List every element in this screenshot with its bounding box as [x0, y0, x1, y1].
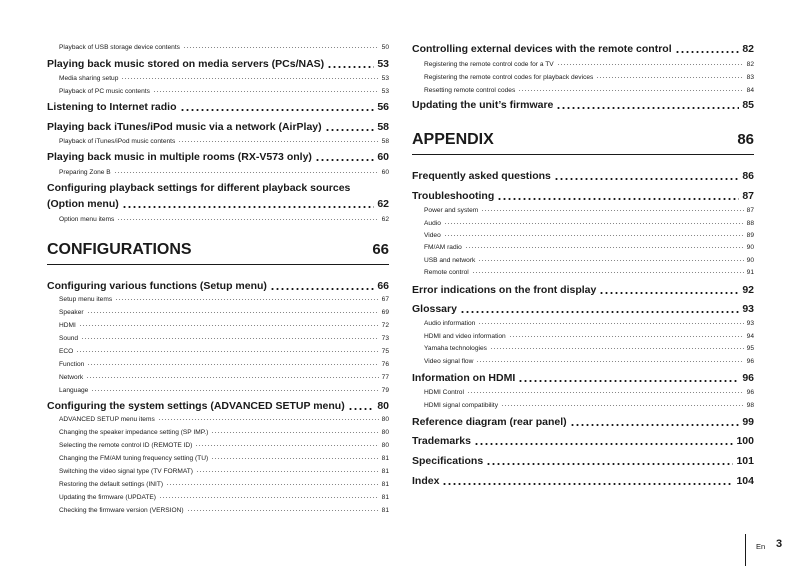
dot-leader: [518, 90, 743, 91]
dot-leader: [180, 109, 375, 111]
dot-leader: [196, 471, 379, 472]
toc-page-number: 66: [377, 280, 389, 292]
toc-page-number: 82: [742, 43, 754, 55]
toc-subentry-label: Yamaha technologies: [424, 345, 487, 352]
toc-subentry-label: HDMI Control: [424, 389, 464, 396]
toc-subentry-label: Checking the firmware version (VERSION): [59, 507, 184, 514]
toc-subentry-label: Option menu items: [59, 216, 115, 223]
toc-page-number: 83: [746, 74, 754, 81]
dot-leader: [114, 172, 379, 173]
toc-subentry-sound[interactable]: [47, 335, 389, 342]
toc-heading-updating-the-unit-s-firmware[interactable]: [412, 99, 754, 111]
toc-subentry-audio-information[interactable]: [412, 320, 754, 327]
toc-page-number: 95: [746, 345, 754, 352]
toc-page-number: 72: [381, 322, 389, 329]
toc-subentry-remote-control[interactable]: [412, 269, 754, 276]
toc-subentry-label: ADVANCED SETUP menu items: [59, 416, 155, 423]
toc-page-number: 81: [381, 507, 389, 514]
toc-heading-index[interactable]: [412, 475, 754, 487]
toc-subentry-label: HDMI: [59, 322, 76, 329]
dot-leader: [153, 91, 379, 92]
toc-page-number: 81: [381, 481, 389, 488]
section-title: CONFIGURATIONS: [47, 241, 192, 258]
toc-subentry-usb-and-network[interactable]: [412, 257, 754, 264]
toc-subentry-label: Function: [59, 361, 85, 368]
toc-subentry-playback-of-usb-storage-device-contents[interactable]: [47, 44, 389, 51]
toc-subentry-yamaha-technologies[interactable]: [412, 345, 754, 352]
toc-subentry-label: Media sharing setup: [59, 75, 119, 82]
toc-subentry-label: Network: [59, 374, 84, 381]
dot-leader: [556, 107, 739, 109]
toc-page-number: 93: [746, 320, 754, 327]
toc-page-number: 67: [381, 296, 389, 303]
dot-leader: [465, 247, 744, 248]
dot-leader: [81, 338, 379, 339]
toc-subentry-label: Restoring the default settings (INIT): [59, 481, 164, 488]
toc-page-number: 80: [381, 429, 389, 436]
dot-leader: [270, 288, 374, 290]
toc-subentry-language[interactable]: [47, 387, 389, 394]
toc-heading-label: Frequently asked questions: [412, 170, 551, 182]
toc-heading-option-menu[interactable]: [47, 182, 389, 210]
toc-subentry-advanced-setup-menu-items[interactable]: [47, 416, 389, 423]
toc-page-number: 90: [746, 257, 754, 264]
toc-heading-frequently-asked-questions[interactable]: [412, 170, 754, 182]
toc-subentry-resetting-remote-control-codes[interactable]: [412, 87, 754, 94]
toc-page-number: 85: [742, 99, 754, 111]
section-heading-configurations[interactable]: [47, 241, 389, 265]
toc-page-number: 81: [381, 468, 389, 475]
toc-heading-controlling-external-devices-with-the-remote-control[interactable]: [412, 43, 754, 55]
dot-leader: [79, 325, 379, 326]
toc-heading-label: Index: [412, 475, 440, 487]
toc-subentry-label: FM/AM radio: [424, 244, 462, 251]
toc-subentry-video[interactable]: [412, 232, 754, 239]
footer-divider: [745, 534, 746, 566]
toc-subentry-label: Selecting the remote control ID (REMOTE ID): [59, 442, 193, 449]
toc-subentry-restoring-the-default-settings-init[interactable]: [47, 481, 389, 488]
dot-leader: [348, 408, 375, 410]
toc-subentry-label: Playback of PC music contents: [59, 88, 150, 95]
toc-heading-label: Controlling external devices with the remote control: [412, 43, 672, 55]
toc-heading-label: Information on HDMI: [412, 372, 516, 384]
toc-subentry-label: Video: [424, 232, 441, 239]
toc-page-number: 75: [381, 348, 389, 355]
toc-page-number: 82: [746, 61, 754, 68]
dot-leader: [178, 141, 378, 142]
toc-page-number: 73: [381, 335, 389, 342]
toc-subentry-registering-the-remote-control-code-for-a-tv[interactable]: [412, 61, 754, 68]
dot-leader: [478, 260, 743, 261]
toc-heading-label: Trademarks: [412, 435, 471, 447]
toc-subentry-label: Power and system: [424, 207, 479, 214]
toc-page-number: 96: [746, 389, 754, 396]
toc-heading-listening-to-internet-radio[interactable]: [47, 101, 389, 113]
toc-heading-troubleshooting[interactable]: [412, 190, 754, 202]
toc-page-number: 100: [736, 435, 754, 447]
toc-page-number: 50: [381, 44, 389, 51]
dot-leader: [675, 51, 740, 53]
toc-page-number: 91: [746, 269, 754, 276]
dot-leader: [327, 66, 374, 68]
toc-page-number: 87: [742, 190, 754, 202]
toc-subentry-label: Audio information: [424, 320, 476, 327]
toc-heading-label: Glossary: [412, 303, 457, 315]
toc-subentry-label: Registering the remote control codes for playback devices: [424, 74, 594, 81]
toc-subentry-label: Switching the video signal type (TV FORMAT): [59, 468, 193, 475]
toc-subentry-playback-of-itunes-ipod-music-contents[interactable]: [47, 138, 389, 145]
dot-leader: [467, 392, 744, 393]
dot-leader: [166, 484, 379, 485]
toc-page-number: 81: [381, 455, 389, 462]
toc-subentry-registering-the-remote-control-codes-for-playback-devices[interactable]: [412, 74, 754, 81]
footer-page-number: 3: [776, 538, 783, 550]
toc-heading-label: Updating the unit’s firmware: [412, 99, 554, 111]
toc-heading-label: Configuring the system settings (ADVANCED SETUP menu): [47, 400, 345, 412]
toc-subentry-label: ECO: [59, 348, 74, 355]
toc-subentry-speaker[interactable]: [47, 309, 389, 316]
toc-subentry-audio[interactable]: [412, 220, 754, 227]
dot-leader: [460, 311, 739, 313]
toc-page-number: 90: [746, 244, 754, 251]
toc-subentry-label: Video signal flow: [424, 358, 474, 365]
dot-leader: [444, 223, 744, 224]
toc-subentry-updating-the-firmware-update[interactable]: [47, 494, 389, 501]
dot-leader: [478, 323, 743, 324]
dot-leader: [187, 510, 379, 511]
toc-subentry-option-menu-items[interactable]: [47, 216, 389, 223]
section-page-number: 66: [372, 241, 389, 258]
dot-leader: [476, 361, 743, 362]
dot-leader: [442, 483, 733, 485]
toc-subentry-switching-the-video-signal-type-tv-format[interactable]: [47, 468, 389, 475]
dot-leader: [211, 432, 378, 433]
toc-page-number: 99: [742, 416, 754, 428]
toc-subentry-changing-the-fm-am-tuning-frequency-setting-tu[interactable]: [47, 455, 389, 462]
toc-heading-trademarks[interactable]: [412, 435, 754, 447]
toc-page-number: 93: [742, 303, 754, 315]
toc-heading-reference-diagram-rear-panel[interactable]: [412, 416, 754, 428]
dot-leader: [86, 377, 378, 378]
dot-leader: [490, 348, 744, 349]
toc-page-number: 60: [381, 169, 389, 176]
toc-heading-playing-back-music-stored-on-media-servers-pcs-nas[interactable]: [47, 58, 389, 70]
toc-page-number: 69: [381, 309, 389, 316]
toc-page-number: 96: [746, 358, 754, 365]
dot-leader: [501, 405, 744, 406]
toc-page-number: 86: [742, 170, 754, 182]
toc-heading-label: Playing back music in multiple rooms (RX-V573 only): [47, 151, 312, 163]
toc-page-number: 77: [381, 374, 389, 381]
dot-leader: [183, 47, 379, 48]
toc-subentry-label: Preparing Zone B: [59, 169, 111, 176]
toc-heading-label: Troubleshooting: [412, 190, 495, 202]
toc-page-number: 96: [742, 372, 754, 384]
toc-heading-specifications[interactable]: [412, 455, 754, 467]
toc-subentry-label: Playback of iTunes/iPod music contents: [59, 138, 176, 145]
toc-page-number: 60: [377, 151, 389, 163]
dot-leader: [557, 64, 744, 65]
toc-page-number: 80: [377, 400, 389, 412]
toc-subentry-label: Registering the remote control code for a TV: [424, 61, 554, 68]
toc-subentry-preparing-zone-b[interactable]: [47, 169, 389, 176]
toc-page-number: 87: [746, 207, 754, 214]
dot-leader: [91, 390, 378, 391]
toc-subentry-label: Setup menu items: [59, 296, 113, 303]
section-title: APPENDIX: [412, 131, 494, 148]
dot-leader: [122, 206, 375, 208]
dot-leader: [315, 159, 374, 161]
dot-leader: [87, 364, 378, 365]
toc-page-number: 98: [746, 402, 754, 409]
toc-subentry-video-signal-flow[interactable]: [412, 358, 754, 365]
toc-page-number: 104: [736, 475, 754, 487]
toc-subentry-hdmi-signal-compatibility[interactable]: [412, 402, 754, 409]
toc-heading-label: Error indications on the front display: [412, 284, 597, 296]
toc-page-number: 62: [377, 198, 389, 210]
toc-subentry-power-and-system[interactable]: [412, 207, 754, 214]
toc-subentry-label: HDMI signal compatibility: [424, 402, 499, 409]
toc-subentry-changing-the-speaker-impedance-setting-sp-imp[interactable]: [47, 429, 389, 436]
dot-leader: [599, 292, 739, 294]
toc-page-number: 58: [377, 121, 389, 133]
toc-heading-playing-back-music-in-multiple-rooms-rx-v573-only[interactable]: [47, 151, 389, 163]
toc-subentry-label: Speaker: [59, 309, 84, 316]
toc-page-number: 53: [377, 58, 389, 70]
toc-heading-label: Listening to Internet radio: [47, 101, 177, 113]
section-page-number: 86: [737, 131, 754, 148]
toc-subentry-label: Language: [59, 387, 89, 394]
dot-leader: [486, 463, 733, 465]
toc-heading-playing-back-itunes-ipod-music-via-a-network-airplay[interactable]: [47, 121, 389, 133]
section-heading-appendix[interactable]: [412, 131, 754, 155]
toc-subentry-label: Remote control: [424, 269, 469, 276]
dot-leader: [554, 178, 739, 180]
toc-page-number: 56: [377, 101, 389, 113]
toc-heading-label: Reference diagram (rear panel): [412, 416, 567, 428]
toc-heading-label-line1: Configuring playback settings for different playback sources: [47, 182, 351, 194]
toc-subentry-playback-of-pc-music-contents[interactable]: [47, 88, 389, 95]
dot-leader: [444, 235, 744, 236]
toc-page-number: 101: [736, 455, 754, 467]
toc-subentry-eco[interactable]: [47, 348, 389, 355]
toc-page-number: 80: [381, 416, 389, 423]
toc-page-number: 53: [381, 75, 389, 82]
toc-heading-error-indications-on-the-front-display[interactable]: [412, 284, 754, 296]
toc-heading-information-on-hdmi[interactable]: [412, 372, 754, 384]
dot-leader: [76, 351, 378, 352]
footer-language: En: [756, 542, 766, 551]
dot-leader: [570, 424, 740, 426]
dot-leader: [518, 380, 739, 382]
toc-page-number: 62: [381, 216, 389, 223]
toc-subentry-label: HDMI and video information: [424, 333, 506, 340]
toc-subentry-label: Resetting remote control codes: [424, 87, 516, 94]
dot-leader: [481, 210, 743, 211]
toc-subentry-label: Updating the firmware (UPDATE): [59, 494, 156, 501]
toc-heading-label: Playing back music stored on media servers (PCs/NAS): [47, 58, 325, 70]
dot-leader: [117, 219, 378, 220]
dot-leader: [474, 443, 734, 445]
toc-page-number: 88: [746, 220, 754, 227]
toc-heading-label-line2: (Option menu): [47, 198, 119, 210]
toc-subentry-function[interactable]: [47, 361, 389, 368]
toc-heading-configuring-the-system-settings-advanced-setup-menu[interactable]: [47, 400, 389, 412]
toc-subentry-fm-am-radio[interactable]: [412, 244, 754, 251]
toc-page-number: 58: [381, 138, 389, 145]
dot-leader: [159, 497, 379, 498]
toc-page-number: 89: [746, 232, 754, 239]
toc-heading-label: Specifications: [412, 455, 484, 467]
dot-leader: [121, 78, 378, 79]
toc-subentry-label: Sound: [59, 335, 79, 342]
toc-heading-glossary[interactable]: [412, 303, 754, 315]
toc-heading-label: Playing back iTunes/iPod music via a network (AirPlay): [47, 121, 322, 133]
toc-subentry-label: Changing the speaker impedance setting (SP IMP.): [59, 429, 209, 436]
dot-leader: [497, 198, 739, 200]
toc-heading-configuring-various-functions-setup-menu[interactable]: [47, 280, 389, 292]
toc-subentry-label: USB and network: [424, 257, 476, 264]
toc-heading-label: Configuring various functions (Setup menu): [47, 280, 267, 292]
toc-subentry-hdmi-and-video-information[interactable]: [412, 333, 754, 340]
dot-leader: [211, 458, 378, 459]
toc-page-number: 94: [746, 333, 754, 340]
dot-leader: [195, 445, 378, 446]
toc-subentry-label: Playback of USB storage device contents: [59, 44, 180, 51]
toc-page-number: 80: [381, 442, 389, 449]
toc-subentry-label: Changing the FM/AM tuning frequency setting (TU): [59, 455, 209, 462]
toc-subentry-network[interactable]: [47, 374, 389, 381]
toc-subentry-selecting-the-remote-control-id-remote-id[interactable]: [47, 442, 389, 449]
toc-page-number: 81: [381, 494, 389, 501]
toc-page-number: 53: [381, 88, 389, 95]
dot-leader: [596, 77, 743, 78]
toc-page-number: 84: [746, 87, 754, 94]
dot-leader: [509, 336, 744, 337]
dot-leader: [472, 272, 744, 273]
toc-page-number: 79: [381, 387, 389, 394]
dot-leader: [87, 312, 379, 313]
toc-subentry-hdmi[interactable]: [47, 322, 389, 329]
toc-subentry-checking-the-firmware-version-version[interactable]: [47, 507, 389, 514]
toc-page-number: 92: [742, 284, 754, 296]
toc-subentry-media-sharing-setup[interactable]: [47, 75, 389, 82]
dot-leader: [325, 129, 375, 131]
dot-leader: [158, 419, 379, 420]
toc-page-number: 76: [381, 361, 389, 368]
toc-subentry-setup-menu-items[interactable]: [47, 296, 389, 303]
toc-subentry-label: Audio: [424, 220, 441, 227]
toc-subentry-hdmi-control[interactable]: [412, 389, 754, 396]
dot-leader: [115, 299, 379, 300]
